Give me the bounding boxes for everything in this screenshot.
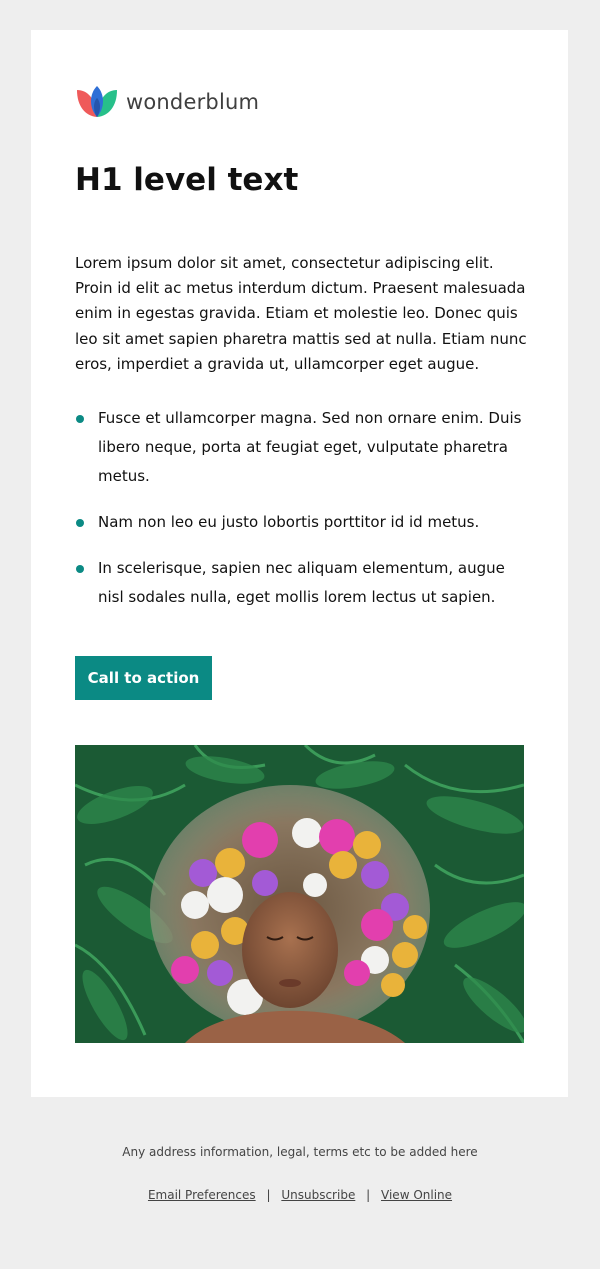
bullet-list bbox=[75, 404, 530, 629]
footer-separator: | bbox=[266, 1188, 271, 1202]
footer-separator: | bbox=[366, 1188, 371, 1202]
bullet-dot-icon bbox=[76, 519, 84, 527]
list-item-text: In scelerisque, sapien nec aliquam elementum, augue nisl sodales nulla, eget mollis lorem lectus ut sapien. bbox=[98, 559, 505, 606]
lotus-icon bbox=[75, 84, 119, 120]
list-item bbox=[75, 508, 530, 537]
footer-links bbox=[0, 1188, 600, 1202]
unsubscribe-link[interactable]: Unsubscribe bbox=[281, 1188, 356, 1202]
list-item bbox=[75, 404, 530, 491]
page-title: H1 level text bbox=[75, 162, 299, 198]
email-card bbox=[31, 30, 568, 1097]
view-online-link[interactable]: View Online bbox=[381, 1188, 453, 1202]
email-preferences-link[interactable]: Email Preferences bbox=[147, 1188, 256, 1202]
hero-image bbox=[75, 745, 524, 1043]
brand-logo[interactable] bbox=[75, 84, 259, 120]
list-item-text: Fusce et ullamcorper magna. Sed non ornare enim. Duis libero neque, porta at feugiat eget, vulputate pharetra metus. bbox=[98, 409, 522, 485]
intro-paragraph: Lorem ipsum dolor sit amet, consectetur adipiscing elit. Proin id elit ac metus interdum dictum. Praesent malesuada enim in egestas gravida. Etiam et molestie leo. Donec quis leo sit amet sapien pharetra mattis sed at nulla. Etiam nunc eros, imperdiet a gravida ut, ullamcorper eget augue. bbox=[75, 254, 527, 373]
bullet-dot-icon bbox=[76, 565, 84, 573]
list-item-text: Nam non leo eu justo lobortis porttitor id id metus. bbox=[98, 513, 480, 531]
brand-name: wonderblum bbox=[126, 90, 260, 114]
bullet-dot-icon bbox=[76, 415, 84, 423]
call-to-action-button[interactable]: Call to action bbox=[75, 656, 212, 700]
list-item bbox=[75, 554, 530, 612]
hero-image-flower-crown bbox=[75, 745, 524, 1043]
footer-legal-text: Any address information, legal, terms etc to be added here bbox=[122, 1145, 478, 1159]
